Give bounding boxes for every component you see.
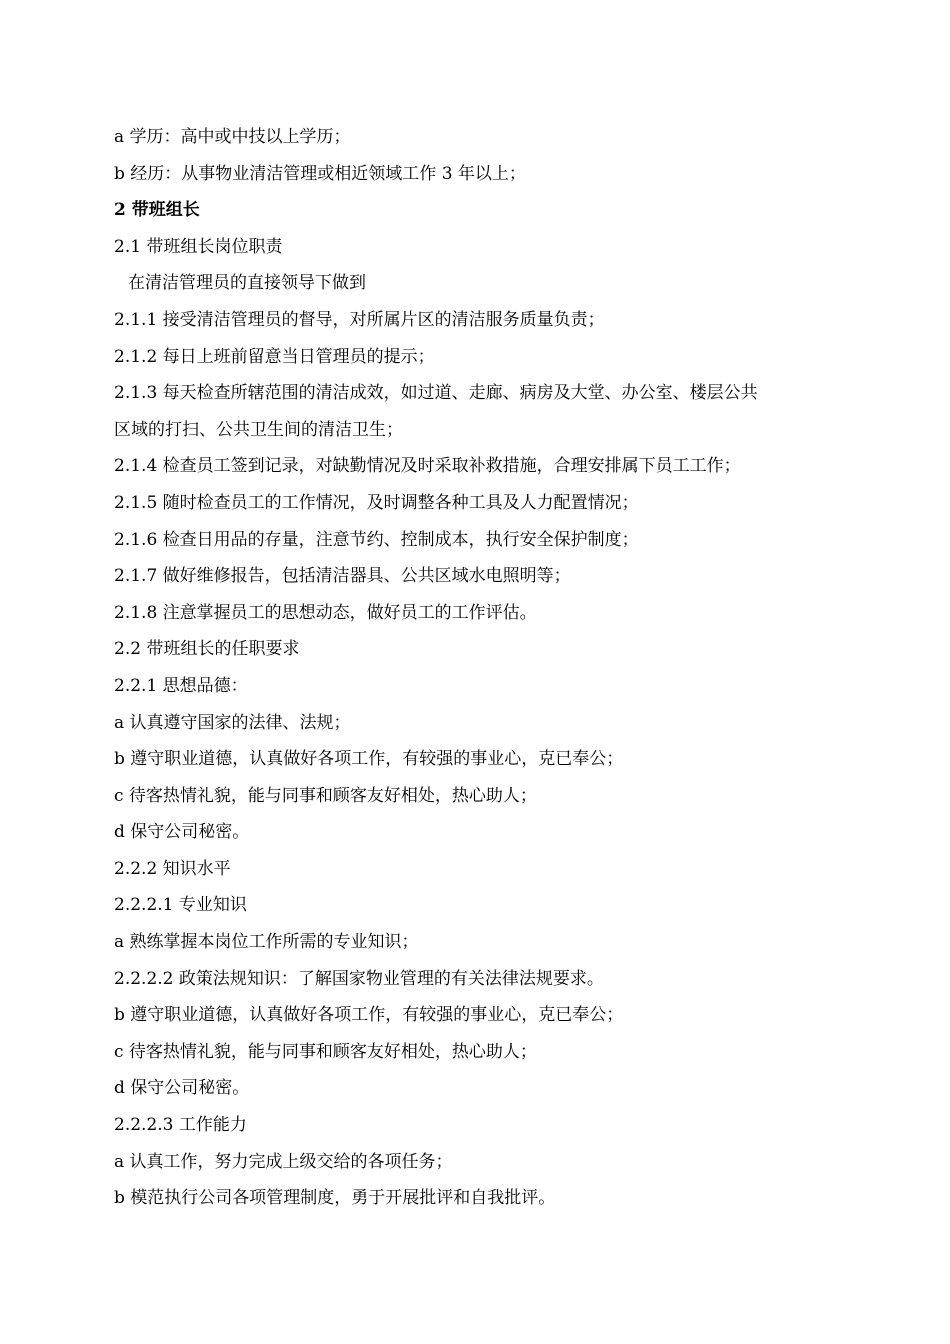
paragraph-line: 2.1.2 每日上班前留意当日管理员的提示； — [114, 346, 435, 367]
paragraph-line: a 熟练掌握本岗位工作所需的专业知识； — [114, 932, 419, 953]
paragraph-line: 2.1.1 接受清洁管理员的督导，对所属片区的清洁服务质量负责； — [114, 309, 605, 330]
paragraph-line: c 待客热情礼貌，能与同事和顾客友好相处，热心助人； — [114, 1041, 537, 1062]
paragraph-line: 2.1.7 做好维修报告，包括清洁器具、公共区域水电照明等； — [114, 566, 571, 587]
paragraph-line: 2.1.4 检查员工签到记录，对缺勤情况及时采取补救措施，合理安排属下员工工作； — [114, 456, 741, 477]
paragraph-line: a 学历：高中或中技以上学历； — [114, 127, 351, 147]
paragraph-line: c 待客热情礼貌，能与同事和顾客友好相处，热心助人； — [114, 785, 537, 806]
paragraph-line: 2.1.3 每天检查所辖范围的清洁成效，如过道、走廊、病房及大堂、办公室、楼层公共 — [114, 383, 758, 404]
paragraph-line: 区域的打扫、公共卫生间的清洁卫生； — [114, 419, 403, 440]
paragraph-line: b 遵守职业道德，认真做好各项工作，有较强的事业心，克已奉公； — [114, 1005, 624, 1026]
paragraph-line: 在清洁管理员的直接领导下做到 — [128, 273, 366, 294]
paragraph-line: 2.2.2.2 政策法规知识：了解国家物业管理的有关法律法规要求。 — [114, 968, 604, 989]
paragraph-line: b 模范执行公司各项管理制度，勇于开展批评和自我批评。 — [114, 1188, 556, 1209]
paragraph-line: 2.2.1 思想品德： — [114, 675, 248, 696]
paragraph-line: 2.1.6 检查日用品的存量，注意节约、控制成本，执行安全保护制度； — [114, 529, 639, 550]
paragraph-line: 2.2 带班组长的任职要求 — [114, 639, 300, 660]
paragraph-line: a 认真工作，努力完成上级交给的各项任务； — [114, 1151, 453, 1172]
section-heading: 2 带班组长 — [114, 200, 200, 221]
paragraph-line: b 遵守职业道德，认真做好各项工作，有较强的事业心，克已奉公； — [114, 749, 624, 770]
paragraph-line: b 经历：从事物业清洁管理或相近领域工作 3 年以上； — [114, 163, 526, 184]
paragraph-line: d 保守公司秘密。 — [114, 822, 250, 843]
paragraph-line: d 保守公司秘密。 — [114, 1078, 250, 1099]
paragraph-line: 2.2.2.3 工作能力 — [114, 1115, 247, 1136]
paragraph-line: 2.1.5 随时检查员工的工作情况，及时调整各种工具及人力配置情况； — [114, 492, 639, 513]
paragraph-line: 2.1.8 注意掌握员工的思想动态，做好员工的工作评估。 — [114, 602, 537, 623]
paragraph-line: 2.2.2 知识水平 — [114, 858, 231, 879]
paragraph-line: a 认真遵守国家的法律、法规； — [114, 712, 351, 733]
paragraph-line: 2.2.2.1 专业知识 — [114, 895, 247, 916]
paragraph-line: 2.1 带班组长岗位职责 — [114, 236, 283, 257]
document-body — [114, 119, 844, 1217]
